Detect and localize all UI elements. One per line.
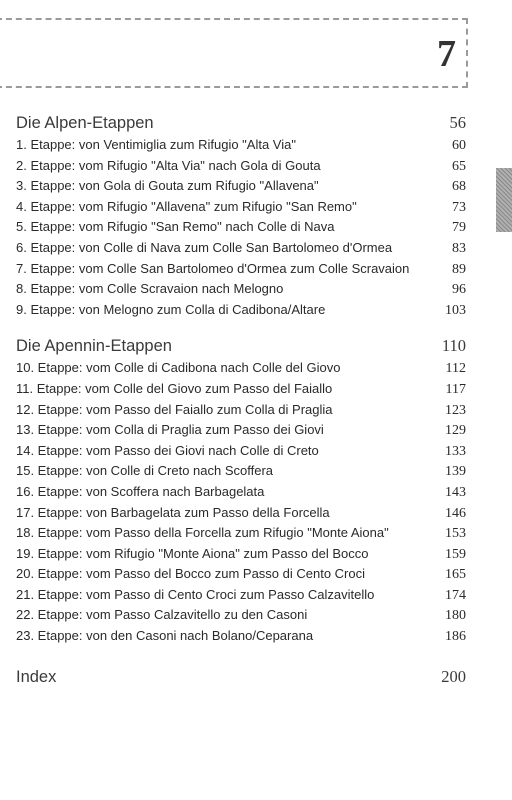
toc-entry-title: 17. Etappe: von Barbagelata zum Passo della Forcella	[16, 504, 330, 520]
toc-entry[interactable]	[16, 505, 466, 526]
toc-entry[interactable]	[16, 566, 466, 587]
toc-entry-page: 89	[452, 261, 466, 277]
toc-entry[interactable]	[16, 463, 466, 484]
toc-entry-title: 5. Etappe: vom Rifugio "San Remo" nach Colle di Nava	[16, 219, 335, 235]
toc-entry[interactable]	[16, 240, 466, 261]
toc-entry-page: 165	[445, 567, 466, 583]
toc-entry-title: 23. Etappe: von den Casoni nach Bolano/Ceparana	[16, 628, 314, 644]
toc-entry[interactable]	[16, 158, 466, 179]
page-number: 7	[437, 33, 456, 75]
toc-entry-title: 8. Etappe: vom Colle Scravaion nach Melogno	[16, 281, 284, 297]
toc-entry-page: 153	[445, 526, 466, 542]
toc-entry-page: 68	[452, 179, 466, 195]
toc-entry-page: 65	[452, 158, 466, 174]
header-box	[0, 18, 468, 88]
toc-entry-title: 18. Etappe: vom Passo della Forcella zum Rifugio "Monte Aiona"	[16, 525, 389, 541]
toc-entry[interactable]	[16, 484, 466, 505]
toc-entry-page: 83	[452, 240, 466, 256]
toc-entry[interactable]	[16, 199, 466, 220]
index-title: Index	[16, 667, 57, 686]
toc-entry[interactable]	[16, 546, 466, 567]
toc-entry-title: 7. Etappe: vom Colle San Bartolomeo d'Ormea zum Colle Scravaion	[16, 260, 410, 276]
toc-entry-title: 3. Etappe: von Gola di Gouta zum Rifugio "Allavena"	[16, 178, 319, 194]
toc-entry-page: 180	[445, 608, 466, 624]
toc-entry-page: 129	[445, 423, 466, 439]
section-title: Die Apennin-Etappen	[16, 337, 172, 356]
toc-entry-page: 73	[452, 199, 466, 215]
index-entry[interactable]	[16, 667, 466, 691]
toc-entry-page: 146	[445, 505, 466, 521]
section-page: 110	[441, 336, 466, 356]
toc-entry-title: 4. Etappe: vom Rifugio "Allavena" zum Rifugio "San Remo"	[16, 198, 357, 214]
toc-entry-title: 19. Etappe: vom Rifugio "Monte Aiona" zum Passo del Bocco	[16, 545, 369, 561]
toc-entry-page: 133	[445, 443, 466, 459]
toc-entry-title: 2. Etappe: vom Rifugio "Alta Via" nach Gola di Gouta	[16, 157, 321, 173]
toc-entry-page: 60	[452, 138, 466, 153]
toc-entry[interactable]	[16, 381, 466, 402]
toc-entry[interactable]	[16, 178, 466, 199]
toc-entry-title: 14. Etappe: vom Passo dei Giovi nach Colle di Creto	[16, 442, 319, 458]
toc-entry-page: 117	[445, 381, 466, 397]
toc-entry[interactable]	[16, 443, 466, 464]
toc-entry-page: 123	[445, 402, 466, 418]
toc-entry-page: 174	[445, 587, 466, 603]
toc-entry[interactable]	[16, 628, 466, 649]
toc-entry-page: 143	[445, 484, 466, 500]
toc-entry-page: 159	[445, 546, 466, 562]
toc-entry-title: 22. Etappe: vom Passo Calzavitello zu den Casoni	[16, 607, 308, 623]
toc-entry-page: 79	[452, 220, 466, 236]
toc-entry[interactable]	[16, 281, 466, 302]
toc-entry-title: 15. Etappe: von Colle di Creto nach Scoffera	[16, 463, 274, 479]
toc-entry[interactable]	[16, 587, 466, 608]
toc-entry-page: 96	[452, 282, 466, 298]
toc-entry[interactable]	[16, 219, 466, 240]
toc-entry-title: 6. Etappe: von Colle di Nava zum Colle San Bartolomeo d'Ormea	[16, 239, 393, 255]
toc-entry-title: 16. Etappe: von Scoffera nach Barbagelata	[16, 483, 265, 499]
toc-entry-page: 139	[445, 464, 466, 480]
toc-entry-title: 20. Etappe: vom Passo del Bocco zum Passo di Cento Croci	[16, 566, 366, 582]
toc-entry-page: 103	[445, 302, 466, 318]
section-heading[interactable]	[16, 113, 466, 137]
toc-entry[interactable]	[16, 402, 466, 423]
toc-entry-title: 21. Etappe: vom Passo di Cento Croci zum Passo Calzavitello	[16, 586, 375, 602]
toc-entry[interactable]	[16, 360, 466, 381]
section-page: 56	[449, 113, 466, 132]
toc-entry[interactable]	[16, 607, 466, 628]
toc-entry-title: 1. Etappe: von Ventimiglia zum Rifugio "Alta Via"	[16, 137, 296, 152]
toc-entry[interactable]	[16, 137, 466, 158]
toc-entry-title: 9. Etappe: von Melogno zum Colla di Cadibona/Altare	[16, 301, 326, 317]
side-tab-marker	[496, 168, 512, 232]
section-heading[interactable]	[16, 336, 466, 360]
toc-entry[interactable]	[16, 525, 466, 546]
toc-entry[interactable]	[16, 422, 466, 443]
toc-entry[interactable]	[16, 261, 466, 282]
toc-entry-title: 11. Etappe: vom Colle del Giovo zum Passo del Faiallo	[16, 380, 333, 396]
toc-entry-page: 186	[445, 629, 466, 645]
index-page: 200	[441, 666, 466, 686]
table-of-contents	[16, 113, 466, 691]
toc-entry[interactable]	[16, 302, 466, 323]
toc-entry-page: 112	[445, 361, 466, 377]
toc-entry-title: 13. Etappe: vom Colla di Praglia zum Passo dei Giovi	[16, 422, 324, 438]
toc-entry-title: 12. Etappe: vom Passo del Faiallo zum Colla di Praglia	[16, 401, 333, 417]
toc-entry-title: 10. Etappe: vom Colle di Cadibona nach Colle del Giovo	[16, 360, 341, 376]
section-title: Die Alpen-Etappen	[16, 114, 154, 132]
